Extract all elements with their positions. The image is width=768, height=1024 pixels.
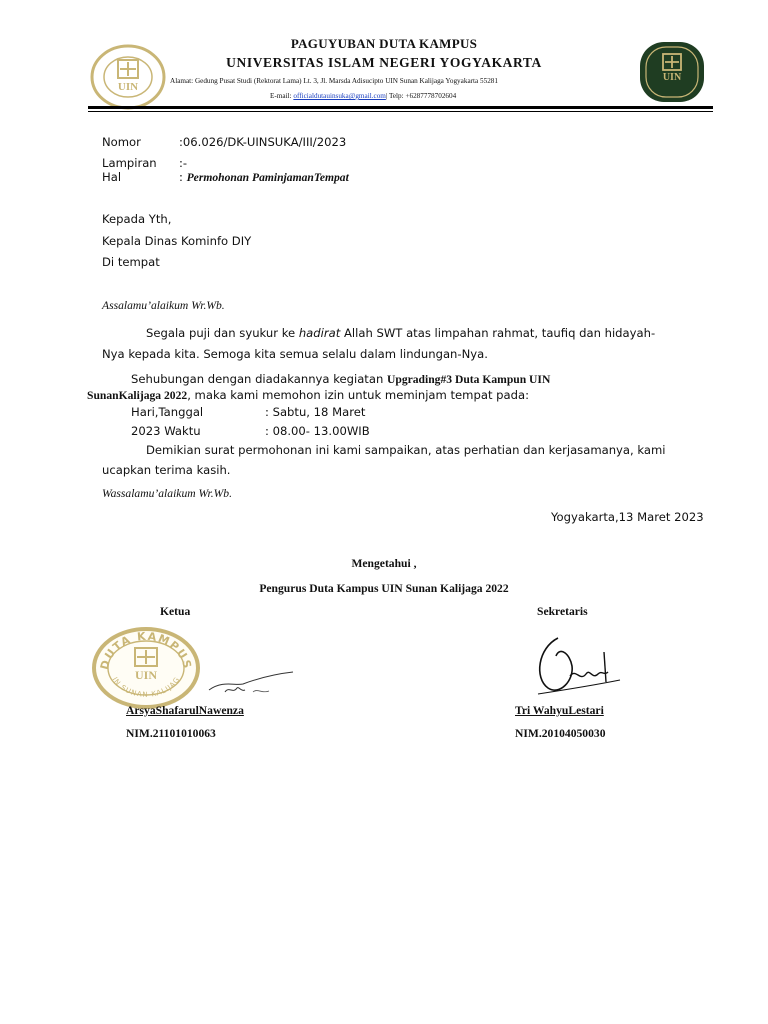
hal-colon: :	[179, 170, 183, 184]
paragraph3-line2: ucapkan terima kasih.	[102, 463, 231, 477]
paragraph3-line1: Demikian surat permohonan ini kami sampaikan, atas perhatian dan kerjasamanya, kami	[146, 443, 666, 457]
email-link[interactable]: officialdutauinsuka@gmail.com	[293, 92, 386, 100]
paragraph2-line2	[87, 389, 529, 403]
hal-value-line	[179, 171, 349, 185]
lampiran-label: Lampiran	[102, 156, 157, 170]
p2-event-name: Upgrading#3 Duta Kampun UIN	[387, 373, 551, 386]
svg-text:UIN SUNAN KALIJAGA: IN SUNAN KALIJAG	[110, 675, 182, 699]
p1-text-a: Segala puji dan syukur ke	[146, 326, 299, 340]
recipient-line1: Kepada Yth,	[102, 212, 172, 226]
header-rule-thin	[88, 111, 713, 112]
org-address: Alamat: Gedung Pusat Studi (Rektorat Lama) Lt. 3, Jl. Marsda Adisucipto UIN Sunan Kalijaga Yogyakarta 55281	[170, 77, 498, 85]
p2-text-rest: , maka kami memohon izin untuk meminjam tempat pada:	[187, 388, 530, 402]
nomor-value: :06.026/DK-UINSUKA/III/2023	[179, 135, 347, 149]
ketua-title: Ketua	[160, 605, 191, 618]
org-name-line1: PAGUYUBAN DUTA KAMPUS	[290, 36, 478, 51]
place-date: Yogyakarta,13 Maret 2023	[551, 510, 704, 524]
org-contact	[270, 92, 456, 100]
left-logo-mark: UIN	[117, 81, 139, 93]
recipient-line2: Kepala Dinas Kominfo DIY	[102, 234, 252, 248]
sekretaris-title: Sekretaris	[537, 605, 588, 618]
day-value: : Sabtu, 18 Maret	[265, 405, 366, 419]
paragraph2-line1	[131, 373, 550, 387]
p1-text-b: Allah SWT atas limpahan rahmat, taufiq dan hidayah-	[340, 326, 656, 340]
paragraph1-line2: Nya kepada kita. Semoga kita semua selalu dalam lindungan-Nya.	[102, 347, 488, 361]
day-label: Hari,Tanggal	[131, 405, 204, 419]
time-value: : 08.00- 13.00WIB	[265, 424, 370, 438]
p1-text-italic: hadirat	[298, 326, 341, 340]
org-name-line2: UNIVERSITAS ISLAM NEGERI YOGYAKARTA	[226, 55, 542, 70]
svg-text:UIN: UIN	[134, 668, 158, 682]
sekretaris-signature	[530, 630, 624, 702]
p2-event-name-cont: SunanKalijaga 2022	[87, 389, 188, 402]
paragraph1-line1	[146, 327, 655, 341]
svg-text:DUTA KAMPUS: DUTA KAMPUS	[97, 629, 195, 671]
hal-value: Permohonan PaminjamanTempat	[186, 171, 349, 184]
phone-text: | Telp: +6287778702604	[385, 92, 457, 100]
ketua-signature	[205, 664, 297, 700]
hal-label: Hal	[102, 170, 122, 184]
sekretaris-nim: NIM.20104050030	[515, 727, 606, 740]
duta-kampus-stamp	[90, 626, 202, 710]
pengurus-title: Pengurus Duta Kampus UIN Sunan Kalijaga 2022	[259, 582, 509, 595]
time-label: 2023 Waktu	[131, 424, 201, 438]
p2-text-a: Sehubungan dengan diadakannya kegiatan	[131, 372, 387, 386]
recipient-line3: Di tempat	[102, 255, 160, 269]
left-logo	[90, 44, 166, 110]
right-logo-mark: UIN	[662, 72, 682, 83]
header-rule-thick	[88, 106, 713, 109]
ketua-name: ArsyaShafarulNawenza	[126, 704, 244, 717]
email-label: E-mail:	[270, 92, 294, 100]
ketua-nim: NIM.21101010063	[126, 727, 216, 740]
mengetahui: Mengetahui ,	[351, 557, 417, 570]
lampiran-value: :-	[179, 156, 188, 170]
greeting: Assalamu’alaikum Wr.Wb.	[102, 299, 225, 312]
nomor-label: Nomor	[102, 135, 141, 149]
closing-greeting: Wassalamu’alaikum Wr.Wb.	[102, 487, 233, 500]
sekretaris-name: Tri WahyuLestari	[515, 704, 604, 717]
